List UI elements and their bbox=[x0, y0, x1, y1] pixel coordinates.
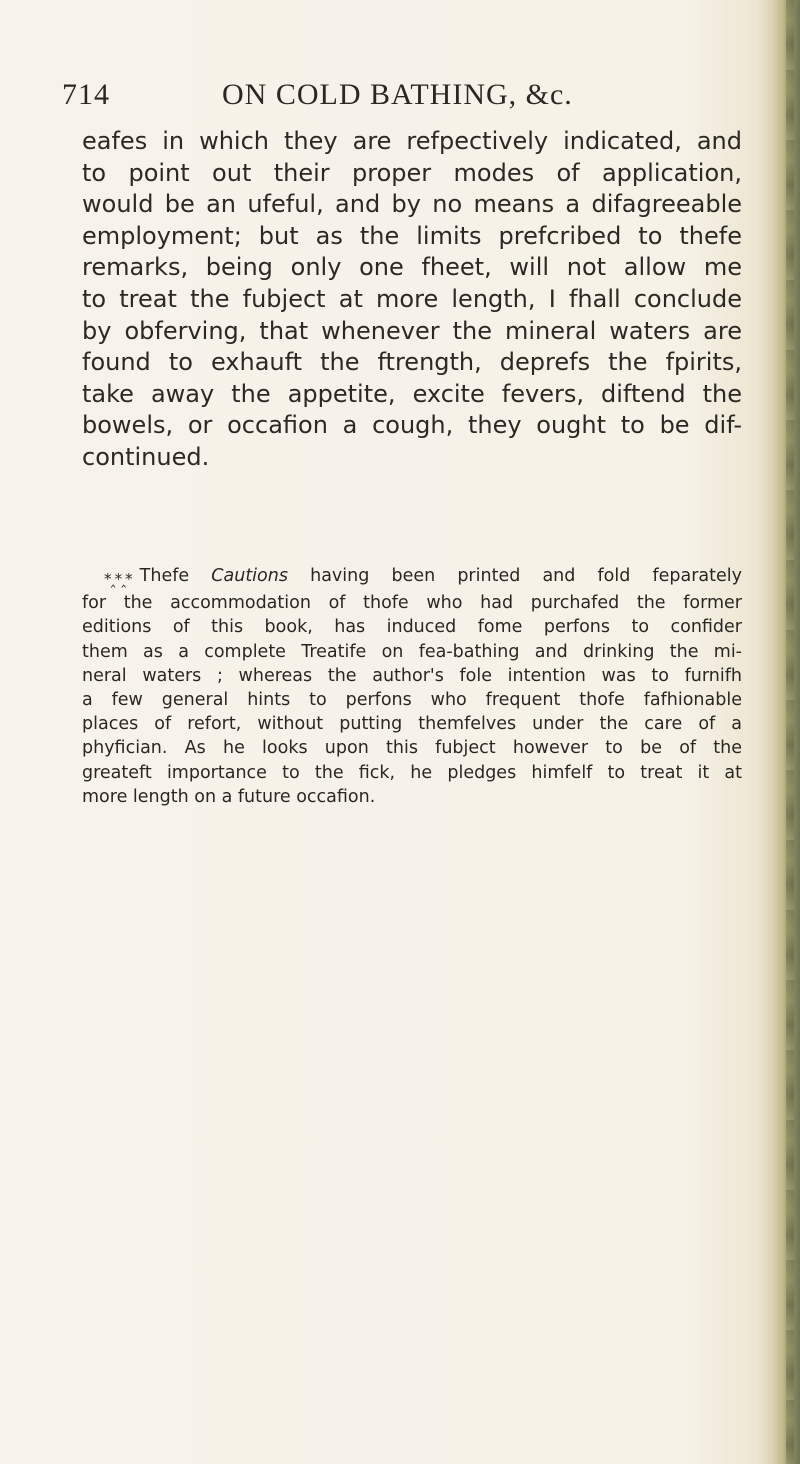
body-line: take away the appetite, excite fevers, diftend the bbox=[82, 379, 742, 408]
body-line: found to exhauft the ftrength, deprefs the fpirits, bbox=[82, 348, 742, 377]
footnote-lead-rest: having been printed and fold feparately bbox=[287, 566, 742, 586]
footnote bbox=[82, 564, 742, 809]
footnote-lead-text: Thefe bbox=[139, 566, 212, 586]
footnote-line: greateft importance to the fick, he pledges himfelf to treat it at bbox=[82, 762, 742, 783]
footnote-first-line bbox=[82, 564, 742, 591]
body-line: would be an ufeful, and by no means a difagreeable bbox=[82, 190, 742, 219]
body-paragraph bbox=[82, 126, 742, 474]
asterism-icon: *‸*‸* bbox=[104, 570, 132, 588]
footnote-line: phyfician. As he looks upon this fubject however to be of the bbox=[82, 738, 742, 759]
footnote-line: more length on a future occafion. bbox=[82, 786, 376, 807]
body-line: bowels, or occafion a cough, they ought to be dif- bbox=[82, 411, 742, 440]
footnote-line: for the accommodation of thofe who had purchafed the former bbox=[82, 593, 742, 614]
body-line: employment; but as the limits prefcribed to thefe bbox=[82, 221, 742, 250]
body-line: to point out their proper modes of application, bbox=[82, 158, 742, 187]
footnote-line: neral waters ; whereas the author's fole intention was to furnifh bbox=[82, 665, 742, 686]
footnote-title-italic: Cautions bbox=[211, 566, 288, 586]
running-head: ON COLD BATHING, &c. bbox=[222, 78, 573, 111]
body-line: continued. bbox=[82, 442, 210, 471]
page-header bbox=[62, 78, 742, 118]
body-line: remarks, being only one fheet, will not allow me bbox=[82, 253, 742, 282]
body-line: to treat the fubject at more length, I fhall conclude bbox=[82, 284, 742, 313]
page-number: 714 bbox=[62, 78, 110, 111]
footnote-line: a few general hints to perfons who frequent thofe fafhionable bbox=[82, 690, 742, 711]
body-line: eafes in which they are refpectively indicated, and bbox=[82, 127, 742, 155]
footnote-line: editions of this book, has induced fome perfons to confider bbox=[82, 617, 742, 638]
footnote-line: places of refort, without putting themfelves under the care of a bbox=[82, 714, 742, 735]
body-line: by obferving, that whenever the mineral waters are bbox=[82, 316, 742, 345]
page-edge-binding bbox=[786, 0, 794, 1464]
footnote-line: them as a complete Treatife on fea-bathing and drinking the mi- bbox=[82, 641, 742, 662]
